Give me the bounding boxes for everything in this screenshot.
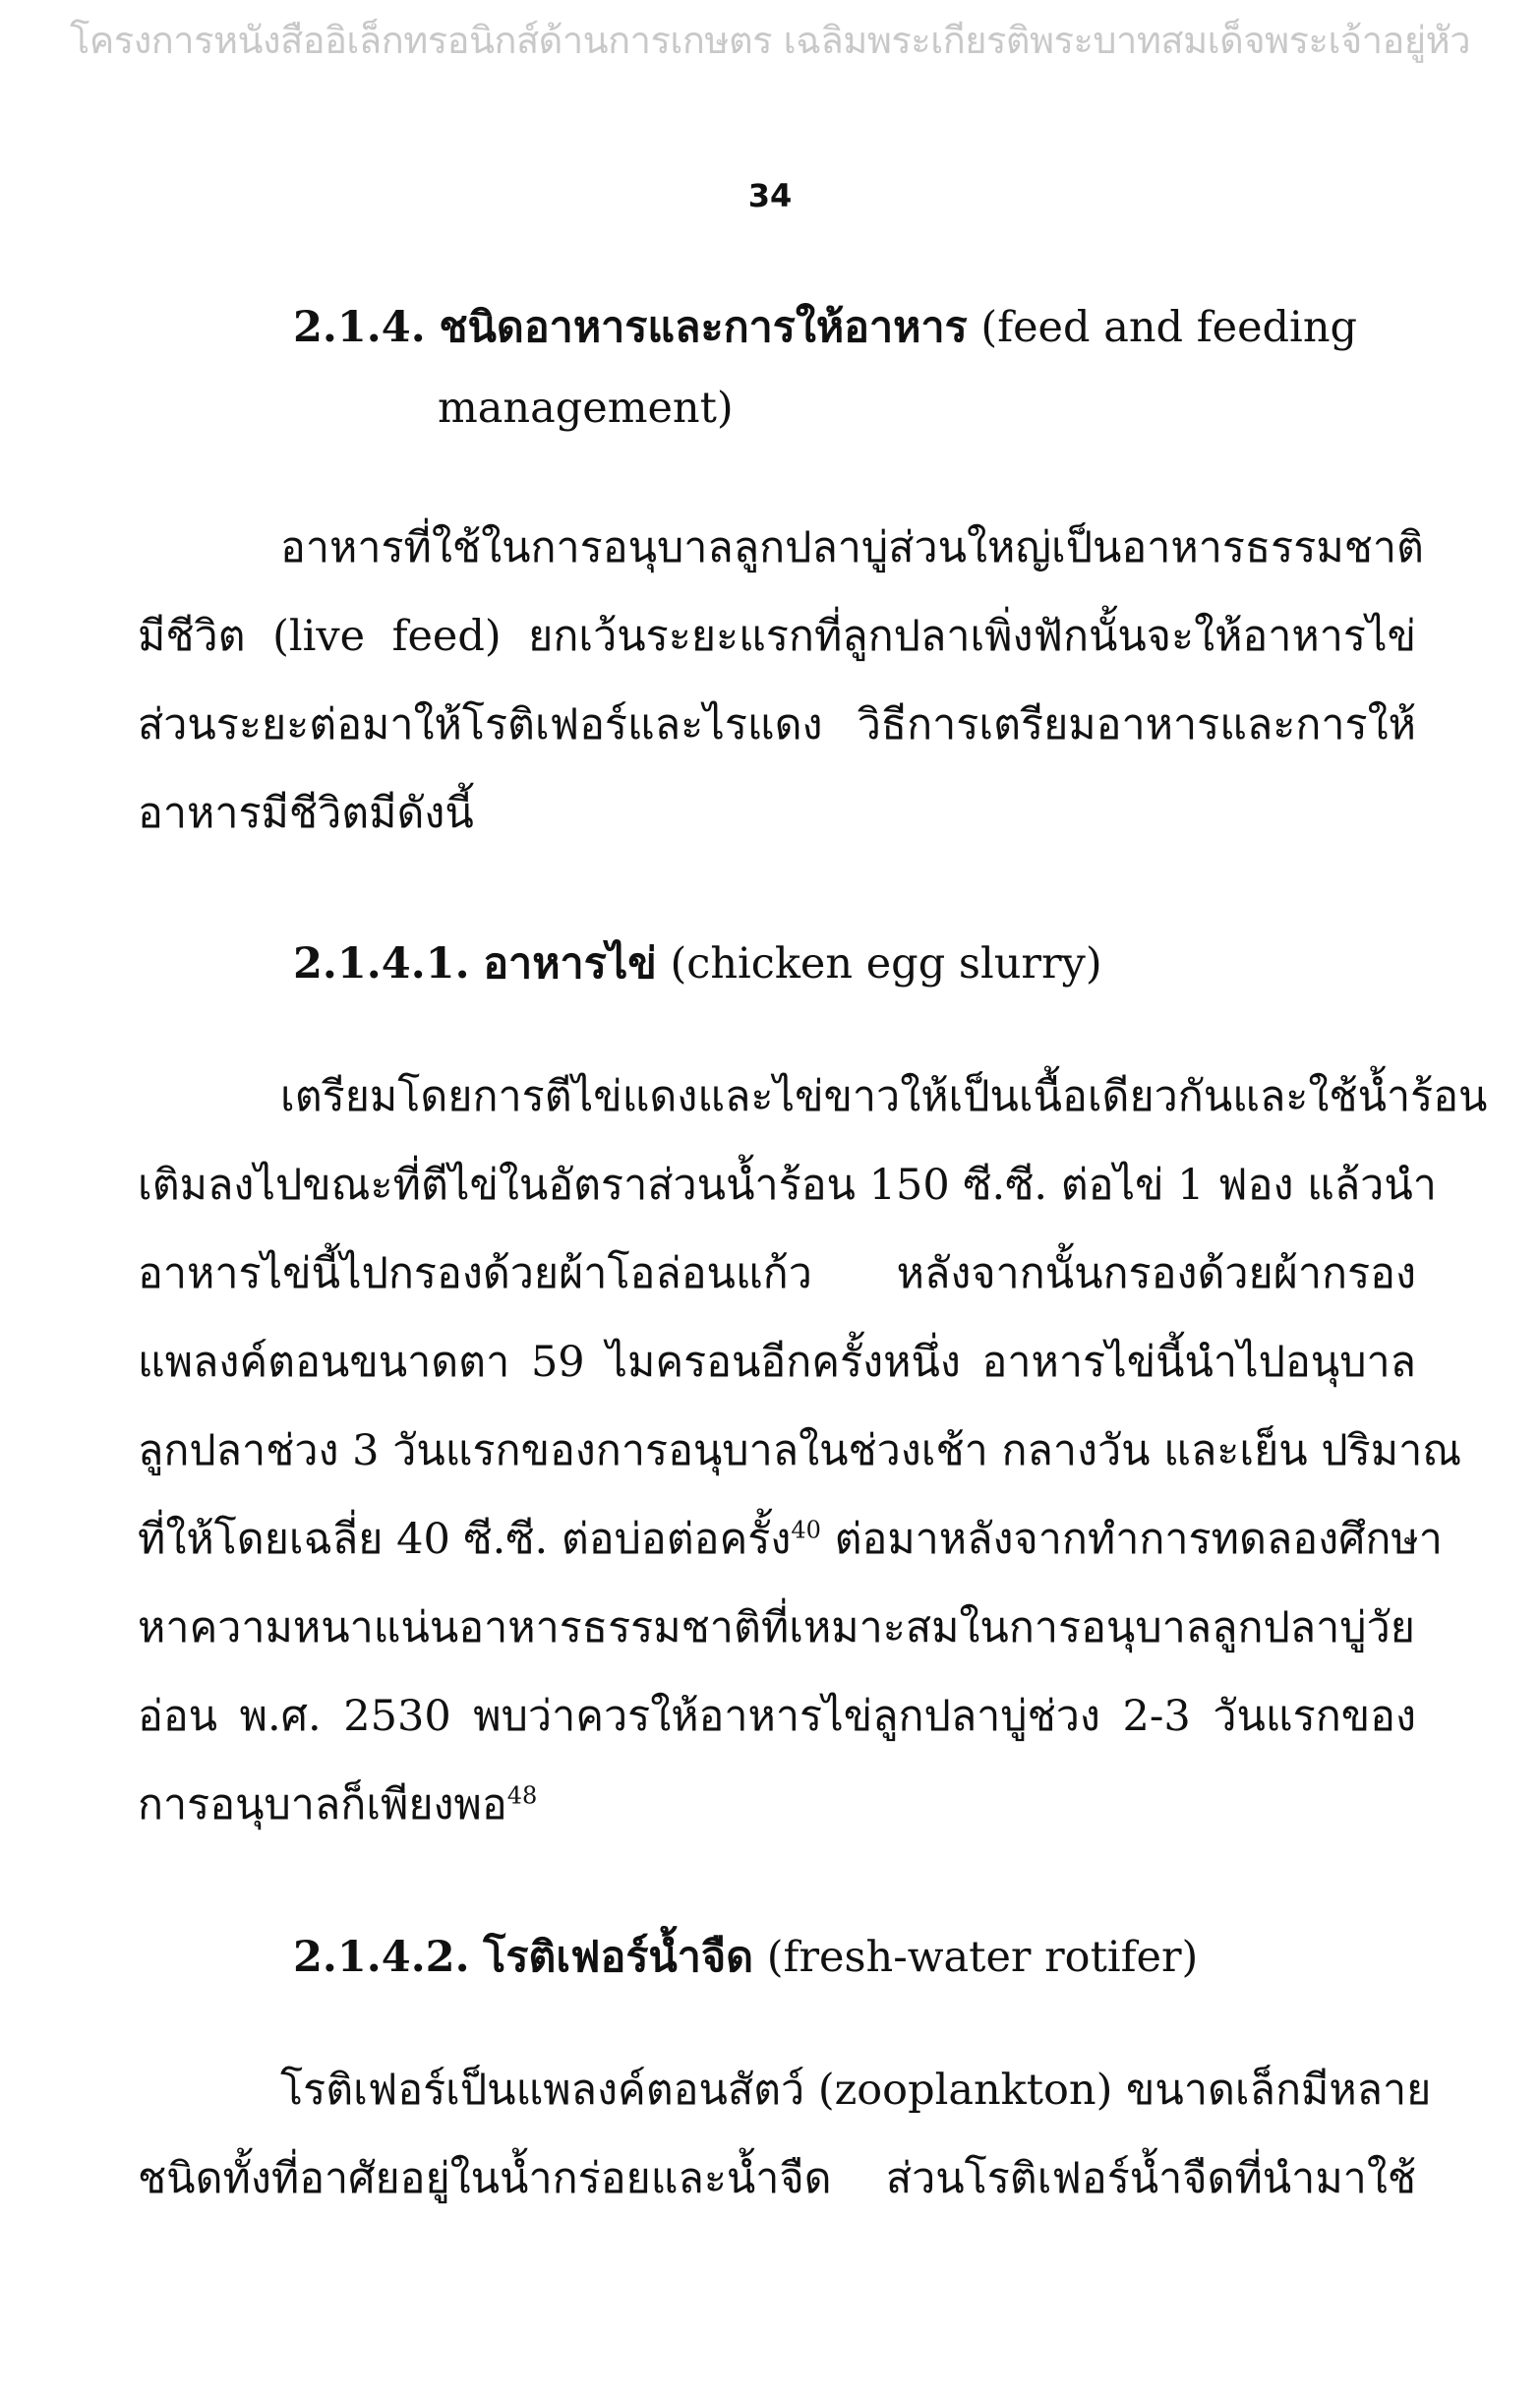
paragraph-line: ส่วนระยะต่อมาให้โรติเฟอร์และไรแดง วิธีการเตรียมอาหารและการให้ [138, 700, 1416, 750]
paragraph-line: อาหารมีชีวิตมีดังนี้ [138, 789, 474, 838]
paragraph-line: เตรียมโดยการตีไข่แดงและไข่ขาวให้เป็นเนื้อเดียวกันและใช้น้ำร้อน [280, 1072, 1488, 1121]
paragraph-line: มีชีวิต (live feed) ยกเว้นระยะแรกที่ลูกปลาเพิ่งฟักนั้นจะให้อาหารไข่ [138, 612, 1416, 661]
page-number: 34 [747, 177, 793, 214]
line-text: การอนุบาลก็เพียงพอ [138, 1780, 507, 1830]
section-title-eng: (chicken egg slurry) [670, 939, 1102, 989]
section-title-thai: โรติเฟอร์น้ำจืด [483, 1933, 754, 1982]
section-number: 2.1.4.1. [293, 939, 470, 989]
paragraph-line: ชนิดทั้งที่อาศัยอยู่ในน้ำกร่อยและน้ำจืด ส่วนโรติเฟอร์น้ำจืดที่นำมาใช้ [138, 2154, 1416, 2203]
section-heading-2-1-4-2 [293, 1923, 1198, 1990]
paragraph-line: เติมลงไปขณะที่ตีไข่ในอัตราส่วนน้ำร้อน 150 ซี.ซี. ต่อไข่ 1 ฟอง แล้วนำ [138, 1161, 1437, 1210]
reference-superscript: 48 [506, 1781, 538, 1810]
paragraph-line [138, 1770, 537, 1837]
section-heading-2-1-4-1 [293, 930, 1102, 996]
paragraph-line [138, 1505, 1443, 1572]
line-text: ที่ให้โดยเฉลี่ย 40 ซี.ซี. ต่อบ่อต่อครั้ง [138, 1515, 792, 1564]
paragraph-line: อาหารไข่นี้ไปกรองด้วยผ้าโอล่อนแก้ว หลังจากนั้นกรองด้วยผ้ากรอง [138, 1249, 1416, 1298]
section-title-eng: (fresh-water rotifer) [766, 1933, 1199, 1982]
reference-superscript: 40 [791, 1516, 821, 1544]
watermark-text: โครงการหนังสืออิเล็กทรอนิกส์ด้านการเกษตร เฉลิมพระเกียรติพระบาทสมเด็จพระเจ้าอยู่หัว [69, 19, 1471, 62]
paragraph-line: ลูกปลาช่วง 3 วันแรกของการอนุบาลในช่วงเช้า กลางวัน และเย็น ปริมาณ [138, 1426, 1462, 1475]
section-title-eng: (feed and feeding [980, 303, 1358, 352]
paragraph-line: โรติเฟอร์เป็นแพลงค์ตอนสัตว์ (zooplankton) ขนาดเล็กมีหลาย [280, 2066, 1432, 2115]
section-number: 2.1.4.2. [293, 1933, 470, 1982]
section-heading-continuation [438, 384, 734, 433]
section-heading-2-1-4 [293, 293, 1357, 360]
line-text: ต่อมาหลังจากทำการทดลองศึกษา [834, 1515, 1443, 1564]
section-title-eng-cont: management) [438, 384, 734, 433]
section-title-thai: ชนิดอาหารและการให้อาหาร [439, 303, 968, 352]
paragraph-line: แพลงค์ตอนขนาดตา 59 ไมครอนอีกครั้งหนึ่ง อาหารไข่นี้นำไปอนุบาล [138, 1338, 1416, 1387]
section-title-thai: อาหารไข่ [483, 939, 657, 989]
section-number: 2.1.4. [293, 303, 426, 352]
paragraph-line: อาหารที่ใช้ในการอนุบาลลูกปลาบู่ส่วนใหญ่เป็นอาหารธรรมชาติ [280, 523, 1424, 572]
paragraph-line: อ่อน พ.ศ. 2530 พบว่าควรให้อาหารไข่ลูกปลาบู่ช่วง 2-3 วันแรกของ [138, 1692, 1416, 1741]
paragraph-line: หาความหนาแน่นอาหารธรรมชาติที่เหมาะสมในการอนุบาลลูกปลาบู่วัย [138, 1603, 1415, 1652]
